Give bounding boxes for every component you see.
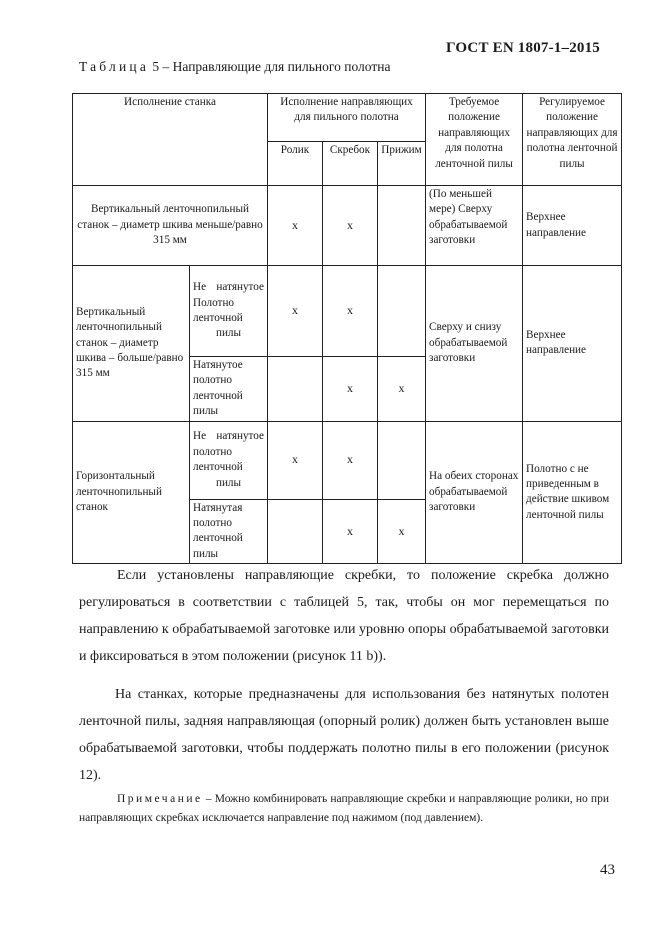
row-horizontal-variant-1: Не натянутое полотно ленточной пилы (190, 421, 268, 499)
row-horizontal-machine: Горизонтальный ленточнопильный станок (73, 421, 190, 564)
row-vertical-large-2-clamp: x (378, 357, 426, 422)
header-machine-design: Исполнение станка (73, 94, 268, 186)
row-vertical-small-adjustable: Верхнее направление (523, 186, 622, 266)
row-vertical-large-machine: Вертикальный ленточнопильный станок – диаметр шкива – больше/равно 315 мм (73, 266, 190, 422)
body-paragraph-1: Если установлены направляющие скребки, то положение скребка должно регулироваться в соответствии с таблицей 5, так, чтобы он мог перемещаться по направлению к обрабатываемой заготовке или уровню опоры обрабатываемой заготовки и фиксироваться в этом положении (рисунок 11 b)). (79, 568, 609, 664)
row-horizontal-1-roller: x (268, 421, 323, 499)
row-horizontal-required: На обеих сторонах обрабатываемой заготовки (426, 421, 523, 564)
note-paragraph (79, 790, 609, 828)
note-label: Примечание (117, 793, 203, 805)
table-caption (79, 59, 390, 75)
row-vertical-large-2-roller (268, 357, 323, 422)
row-vertical-small-machine: Вертикальный ленточнопильный станок – диаметр шкива меньше/равно 315 мм (73, 186, 268, 266)
document-standard-number: ГОСТ EN 1807-1–2015 (446, 40, 600, 56)
row-horizontal-variant-2: Натянутая полотно ленточной пилы (190, 499, 268, 564)
header-clamp: Прижим (378, 142, 426, 186)
row-vertical-large-adjustable: Верхнее направление (523, 266, 622, 422)
row-vertical-small-roller: x (268, 186, 323, 266)
table-caption-label: Таблица (79, 59, 150, 74)
header-adjustable-position: Регулируемое положение направляющих для полотна ленточной пилы (523, 94, 622, 186)
row-vertical-small-clamp (378, 186, 426, 266)
row-vertical-large-required: Сверху и снизу обрабатываемой заготовки (426, 266, 523, 422)
row-vertical-large-1-roller: x (268, 266, 323, 357)
row-horizontal-adjustable: Полотно с не приведенным в действие шкивом ленточной пилы (523, 421, 622, 564)
row-horizontal-2-clamp: x (378, 499, 426, 564)
note-text: – Можно комбинировать направляющие скребки и направляющие ролики, но при направляющих скребках исключается направление под нажимом (под давлением). (79, 793, 609, 824)
row-horizontal-2-roller (268, 499, 323, 564)
page-number: 43 (600, 862, 615, 878)
row-vertical-large-1-scraper: x (323, 266, 378, 357)
row-horizontal-1-clamp (378, 421, 426, 499)
body-paragraph-2: На станках, которые предназначены для использования без натянутых полотен ленточной пилы, задняя направляющая (опорный ролик) должен быть установлен выше обрабатываемой заготовки, чтобы поддержать полотно пилы в его положении (рисунок 12). (79, 687, 609, 783)
table-caption-title: 5 – Направляющие для пильного полотна (149, 59, 391, 74)
header-scraper: Скребок (323, 142, 378, 186)
guides-table (72, 93, 622, 564)
header-guide-design: Исполнение направляющих для пильного полотна (268, 94, 426, 142)
row-vertical-large-2-scraper: x (323, 357, 378, 422)
header-roller: Ролик (268, 142, 323, 186)
header-required-position: Требуемое положение направляющих для полотна ленточной пилы (426, 94, 523, 186)
row-vertical-large-variant-1: Не натянутое Полотно ленточной пилы (190, 266, 268, 357)
row-vertical-large-variant-2: Натянутое полотно ленточной пилы (190, 357, 268, 422)
row-horizontal-2-scraper: x (323, 499, 378, 564)
row-vertical-large-1-clamp (378, 266, 426, 357)
row-vertical-small-scraper: x (323, 186, 378, 266)
row-vertical-small-required: (По меньшей мере) Сверху обрабатываемой заготовки (426, 186, 523, 266)
row-horizontal-1-scraper: x (323, 421, 378, 499)
